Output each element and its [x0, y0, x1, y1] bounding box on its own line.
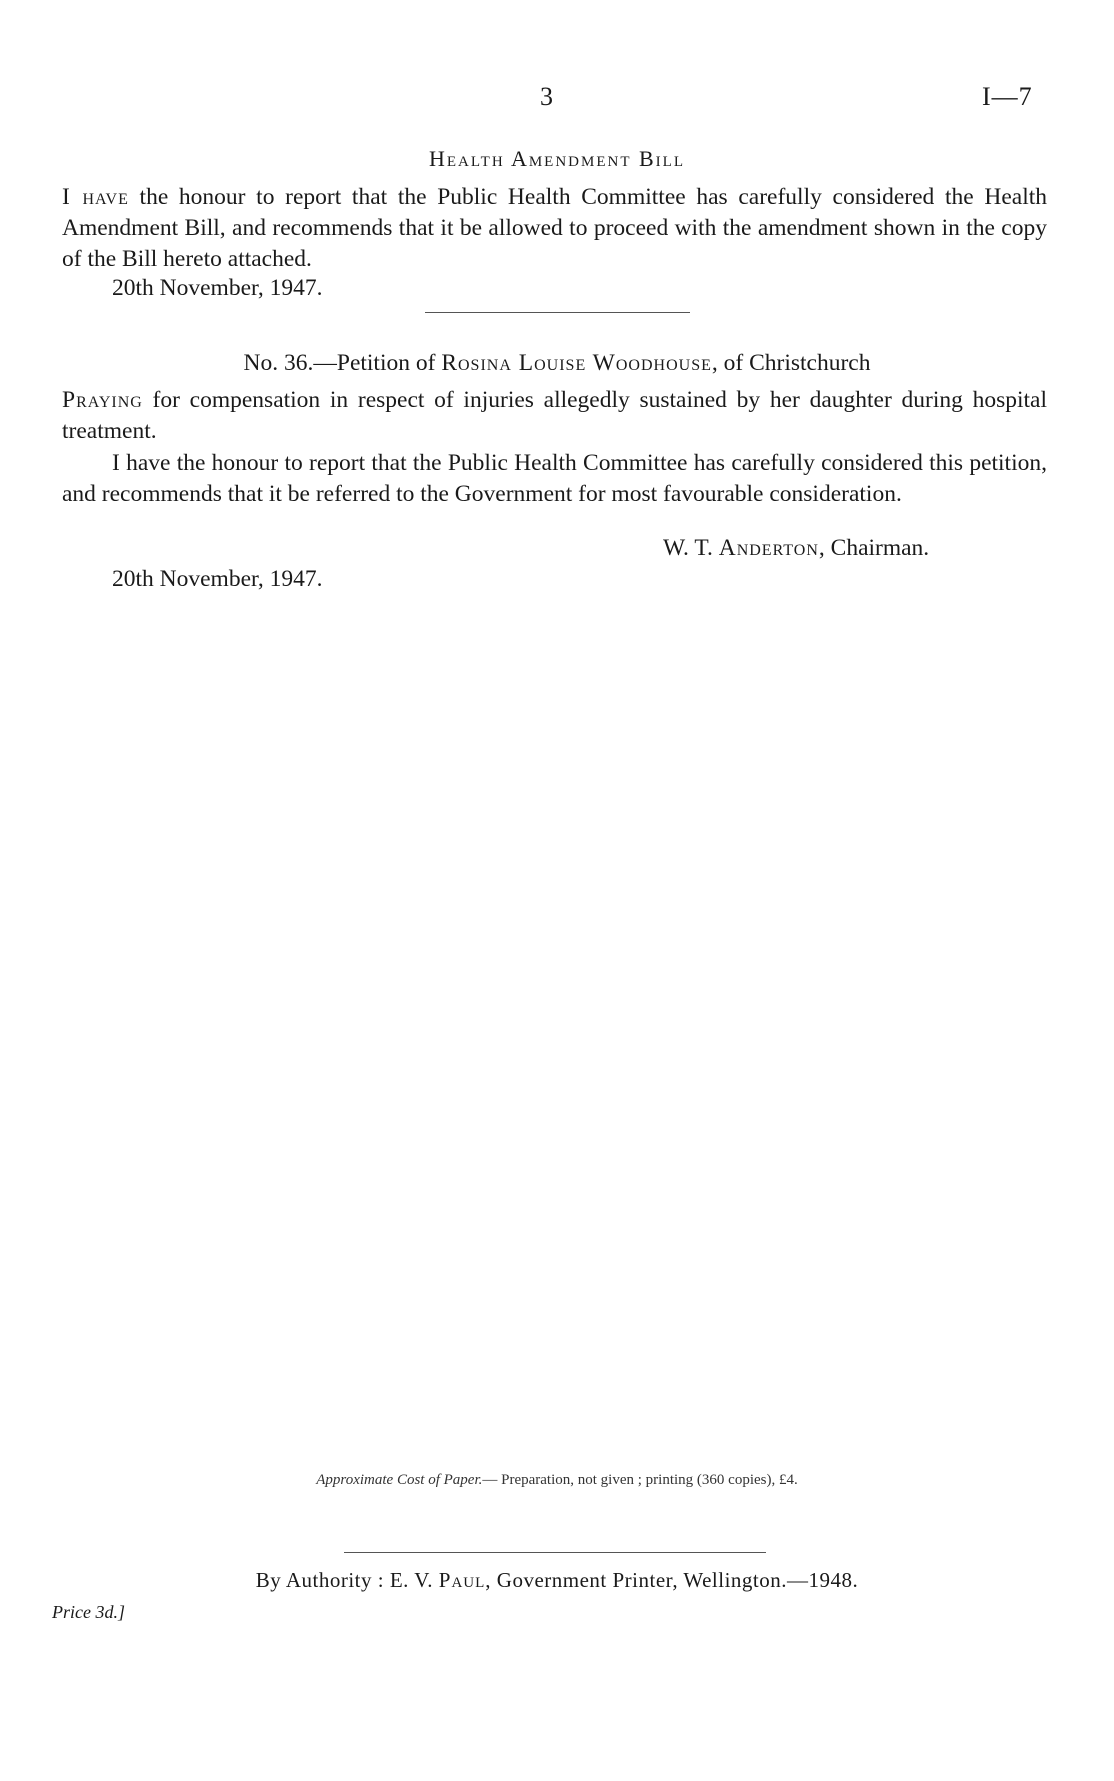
report-date: 20th November, 1947. — [112, 275, 323, 301]
paragraph-lead: I have — [62, 184, 129, 210]
cost-label: Approximate Cost of Paper. — [316, 1472, 483, 1488]
health-bill-report-paragraph — [62, 182, 1047, 275]
paragraph-body: the honour to report that the Public Health Committee has carefully considered the Health Amendment Bill, and recommends that it be allowed to proceed with the amendment shown in the copy of the Bill hereto attached. — [62, 184, 1047, 272]
petitioner-name: Rosina Louise Woodhouse — [441, 350, 712, 376]
cost-text: — Preparation, not given ; printing (360 copies), £4. — [482, 1472, 798, 1488]
signature-initials: W. T. — [663, 535, 719, 561]
imprint-suffix: , Government Printer, Wellington.—1948. — [485, 1568, 859, 1592]
prayer-lead: Praying — [62, 387, 143, 413]
prayer-body: for compensation in respect of injuries allegedly sustained by her daughter during hospital treatment. — [62, 387, 1047, 444]
price-note: Price 3d.] — [52, 1602, 125, 1622]
printer-name: Paul — [438, 1568, 486, 1592]
document-reference: I—7 — [982, 82, 1033, 111]
section-heading-health-amendment-bill: Health Amendment Bill — [429, 146, 685, 171]
page-number: 3 — [540, 82, 553, 111]
petition-title-suffix: , of Christchurch — [711, 350, 871, 376]
petition-prayer-paragraph — [62, 385, 1047, 447]
printer-imprint — [0, 1568, 1114, 1593]
signature-title: , Chairman. — [818, 535, 930, 561]
petition-title-prefix: No. 36.—Petition of — [243, 350, 442, 376]
petition-report-paragraph: I have the honour to report that the Public Health Committee has carefully considered this petition, and recommends that it be referred to the Government for most favourable consideration. — [62, 450, 1047, 507]
chairman-signature — [663, 535, 929, 562]
imprint-prefix: By Authority : E. V. — [255, 1568, 439, 1592]
section-divider — [425, 312, 690, 313]
petition-title — [0, 350, 1114, 377]
petition-date: 20th November, 1947. — [112, 566, 323, 592]
cost-footnote — [0, 1472, 1114, 1489]
footer-divider — [344, 1552, 766, 1553]
signature-surname: Anderton — [718, 535, 819, 561]
